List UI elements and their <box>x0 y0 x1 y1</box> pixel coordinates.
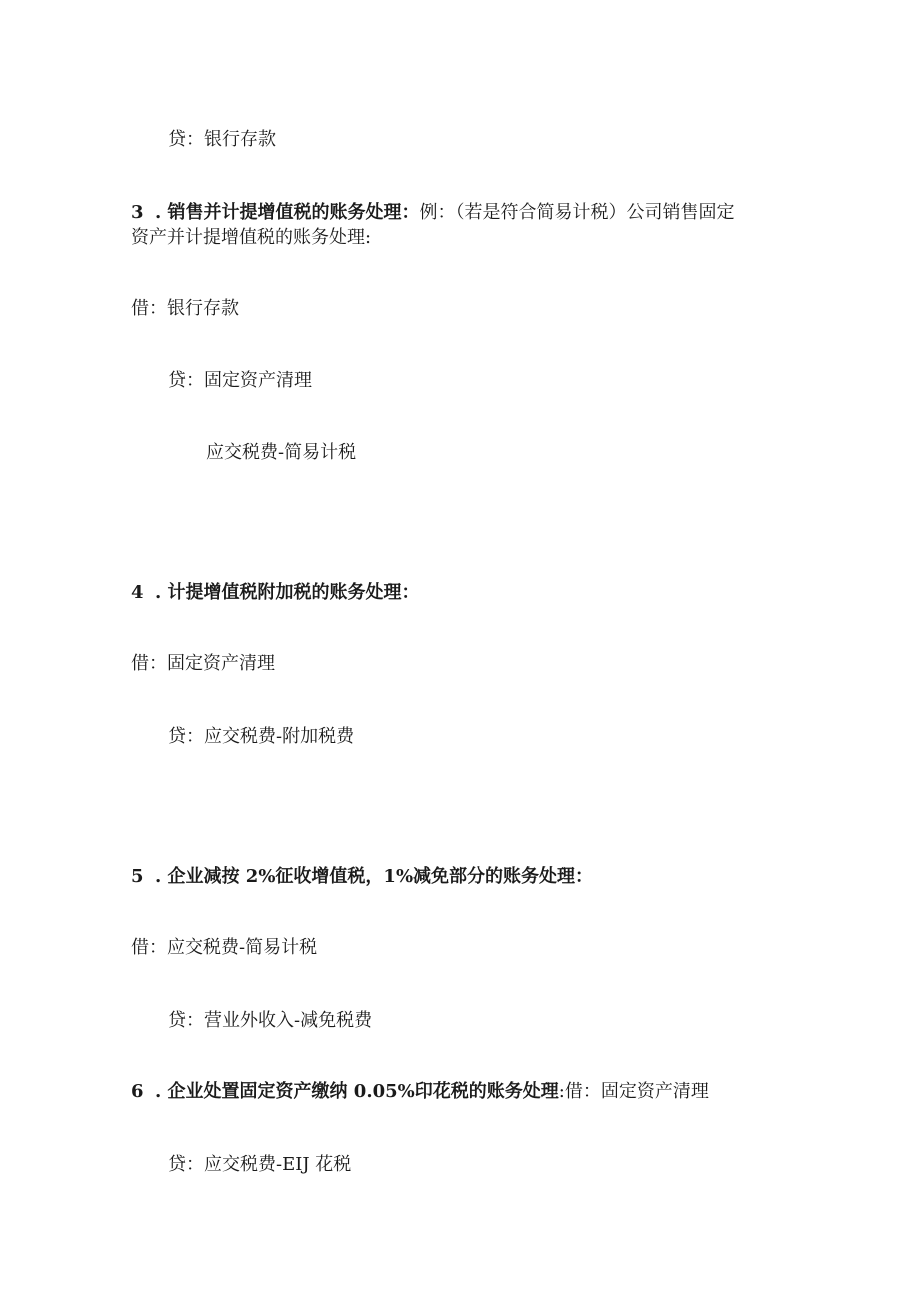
section-6-number: 6 <box>131 1081 144 1102</box>
section-4-debit: 借：固定资产清理 <box>131 653 275 674</box>
section-6-debit: :借：固定资产清理 <box>558 1081 709 1102</box>
section-4-credit: 贷：应交税费-附加税费 <box>168 726 355 747</box>
section-3-title: . 销售并计提增值税的账务处理： <box>155 202 420 223</box>
section-5-number: 5 <box>131 866 144 887</box>
section-3-credit-2: 应交税费-简易计税 <box>206 442 357 463</box>
section-3-example: 例：（若是符合简易计税）公司销售固定 <box>419 202 735 223</box>
section-3-debit: 借：银行存款 <box>131 298 239 319</box>
section-3-number: 3 <box>131 202 144 223</box>
section-3-credit-1: 贷：固定资产清理 <box>168 370 312 391</box>
section-5-debit: 借：应交税费-简易计税 <box>131 937 318 958</box>
section-6-title: . 企业处置固定资产缴纳 0.05%印花税的账务处理 <box>155 1081 559 1102</box>
section-3-continuation: 资产并计提增值税的账务处理: <box>131 227 372 248</box>
section-5-heading <box>131 865 593 889</box>
section-5-title: . 企业减按 2%征收增值税，1%减免部分的账务处理： <box>155 866 594 887</box>
section-4-title: . 计提增值税附加税的账务处理： <box>155 582 420 603</box>
section-3-heading <box>131 201 735 225</box>
section-4-heading <box>131 581 420 605</box>
credit-bank-deposit: 贷：银行存款 <box>168 129 276 150</box>
section-6-credit: 贷：应交税费-EIJ 花税 <box>168 1154 352 1175</box>
section-6-heading <box>131 1080 709 1104</box>
section-5-credit: 贷：营业外收入-减免税费 <box>168 1010 373 1031</box>
section-4-number: 4 <box>131 582 144 603</box>
